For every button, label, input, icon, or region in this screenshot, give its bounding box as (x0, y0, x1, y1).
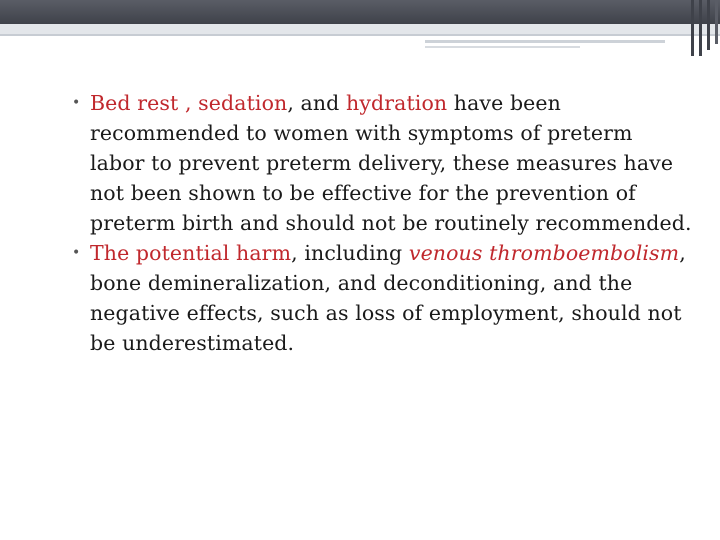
decor-bar (715, 0, 718, 44)
header-band (0, 0, 720, 24)
bullet-marker: • (72, 245, 81, 261)
bullet-text: , bone demineralization, and deconditioning, and the negative effects, such as loss of employment, should not be underestimated. (90, 241, 686, 355)
bullet-item-bed-rest (72, 88, 692, 238)
bullet-text: , including (291, 241, 409, 265)
bullet-marker: • (72, 95, 81, 111)
bullet-item-potential-harm (72, 238, 692, 358)
bullet-list (72, 88, 692, 358)
corner-decoration (688, 0, 720, 60)
decor-bar (707, 0, 710, 50)
highlight-venous-thromboembolism: venous thromboembolism (408, 241, 680, 265)
slide-body (72, 88, 692, 358)
header-accent-line (425, 40, 665, 43)
decor-bar (699, 0, 702, 56)
header-stripe (0, 24, 720, 34)
highlight-hydration: hydration (346, 91, 448, 115)
header-rule (0, 34, 720, 36)
highlight-bed-rest-sedation: Bed rest , sedation (90, 91, 288, 115)
header-accent-line-short (425, 46, 580, 48)
bullet-text: , and (287, 91, 347, 115)
bullet-text: have been recommended to women with symptoms of preterm labor to prevent preterm delivery, these measures have not been shown to be effective for the prevention of preterm birth and should not be routinely recommended. (90, 91, 692, 235)
highlight-potential-harm: The potential harm (90, 241, 292, 265)
decor-bar (691, 0, 694, 56)
